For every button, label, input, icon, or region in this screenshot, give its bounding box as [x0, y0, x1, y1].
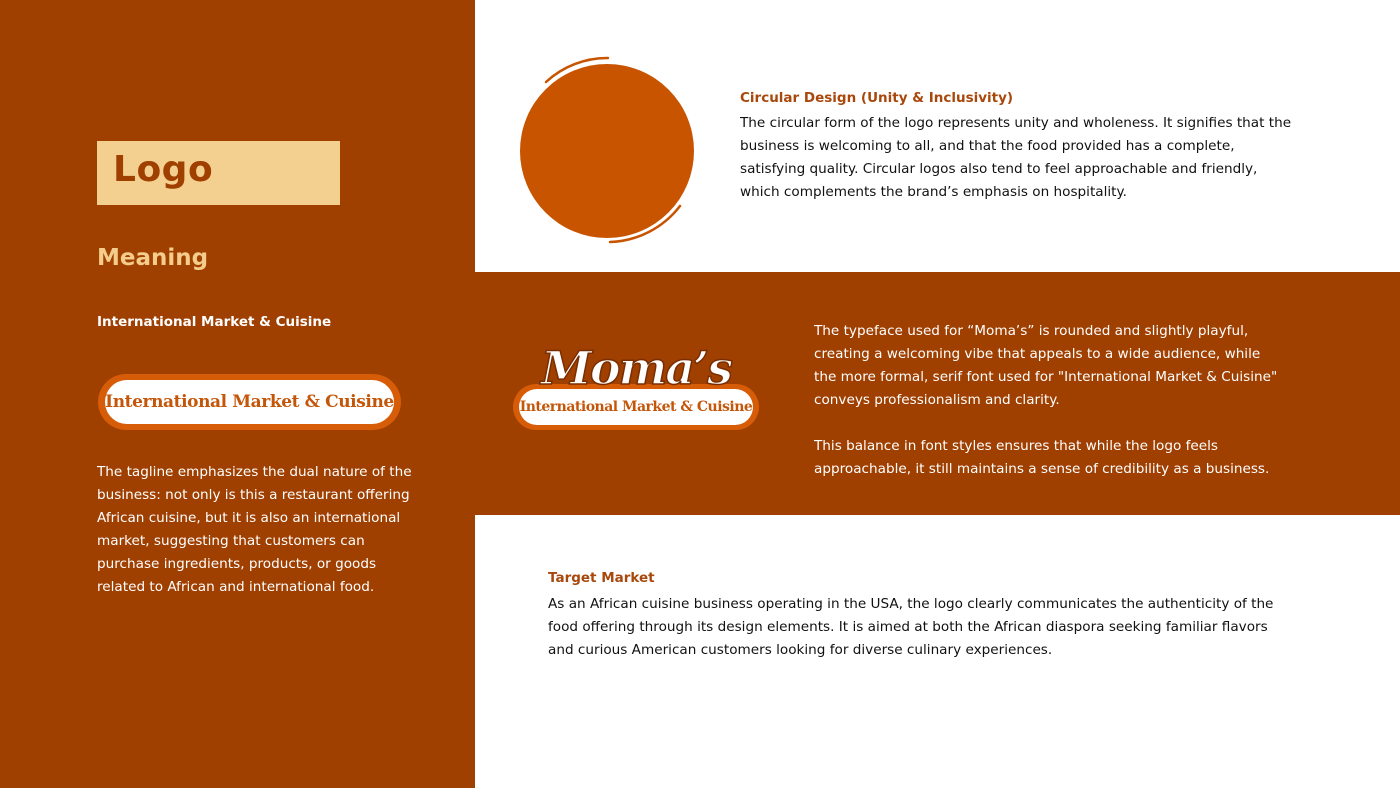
circular-design-heading: Circular Design (Unity & Inclusivity)	[740, 90, 1014, 106]
title-box	[97, 141, 340, 205]
tagline-label: International Market & Cuisine	[97, 314, 332, 330]
circular-design-text: The circular form of the logo represents unity and wholeness. It signifies that the business is welcoming to all, and that the food provided has a complete, satisfying quality. Circular logos also tend to feel approachable and friendly, which complements the brand’s emphasis on hospitality.	[740, 115, 1292, 200]
circular-design-section	[475, 0, 1400, 272]
page-title: Logo	[113, 149, 214, 190]
target-market-text: As an African cuisine business operating in the USA, the logo clearly communicates the authenticity of the food offering through its design elements. It is aimed at both the African diaspora seeking familiar flavors and curious American customers looking for diverse culinary experiences.	[548, 596, 1274, 658]
moma-logo-tagline: International Market & Cuisine	[519, 399, 753, 415]
tagline-graphic	[98, 374, 401, 430]
meaning-heading: Meaning	[97, 245, 209, 271]
target-market-heading: Target Market	[548, 570, 655, 586]
typeface-paragraph-1: The typeface used for “Moma’s” is rounded and slightly playful, creating a welcoming vibe that appeals to a wide audience, while the more formal, serif font used for "International Market & Cuisine" conveys professionalism and clarity.	[814, 323, 1278, 408]
typeface-section	[475, 272, 1400, 515]
target-market-section	[475, 515, 1400, 788]
tagline-description: The tagline emphasizes the dual nature of the business: not only is this a restaurant offering African cuisine, but it is also an international market, suggesting that customers can purchase ingredients, products, or goods related to African and international food.	[97, 464, 412, 595]
circle-logo-graphic	[520, 56, 700, 248]
typeface-paragraph-2: This balance in font styles ensures that while the logo feels approachable, it still maintains a sense of credibility as a business.	[814, 438, 1270, 477]
tagline-graphic-inner	[105, 380, 394, 424]
typeface-text	[814, 320, 1284, 481]
moma-logo-wordmark: Moma’s	[541, 341, 731, 395]
left-panel	[0, 0, 475, 788]
moma-logo	[511, 340, 761, 432]
circle-shape	[520, 64, 694, 238]
tagline-graphic-text: International Market & Cuisine	[105, 392, 394, 412]
